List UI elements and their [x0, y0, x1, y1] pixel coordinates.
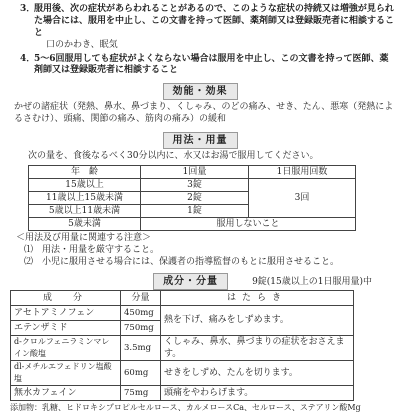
ingredient-cell: dl-メチルエフェドリン塩酸塩 [11, 360, 121, 385]
dosage-heading: 用法・用量 [163, 132, 238, 149]
composition-header [6, 273, 394, 290]
ingredient-cell: エテンザミド [11, 320, 121, 335]
ingredient-cell: 無水カフェイン [11, 385, 121, 400]
warning-item-4 [6, 54, 394, 78]
dosage-note: ⑵ 小児に服用させる場合には、保護者の指導監督のもとに服用させること。 [6, 257, 394, 269]
quantity-cell: 75mg [121, 385, 161, 400]
table-header-row [11, 290, 354, 305]
table-row [11, 335, 354, 360]
warning-text: 服用後、次の症状があらわれることがあるので、このような症状の持続又は増強が見られた場合には、服用を中止し、この文書を持って医師、薬剤師又は登録販売者に相談すること [34, 4, 394, 40]
ingredient-header: 成 分 [11, 290, 121, 305]
warning-symptoms: 口のかわき、眠気 [6, 40, 394, 52]
action-cell: くしゃみ、鼻水、鼻づまりの症状をおさえます。 [161, 335, 354, 360]
quantity-cell: 60mg [121, 360, 161, 385]
table-row [11, 385, 354, 400]
action-cell: せきをしずめ、たんを切ります。 [161, 360, 354, 385]
age-cell: 11歳以上15歳未満 [29, 191, 141, 204]
warning-item-3 [6, 4, 394, 40]
warning-number: 3． [20, 4, 34, 40]
composition-heading: 成分・分量 [153, 273, 228, 290]
do-not-take-cell: 服用しないこと [141, 217, 356, 230]
times-header: 1日服用回数 [249, 165, 356, 178]
composition-table [10, 290, 354, 401]
dosage-intro: 次の量を、食後なるべく30分以内に、水又はお湯で服用してください。 [6, 151, 394, 163]
table-header-row [29, 165, 356, 178]
amount-cell: 3錠 [141, 178, 249, 191]
age-header: 年 齢 [29, 165, 141, 178]
dosage-notes-title: ＜用法及び用量に関連する注意＞ [6, 233, 394, 245]
composition-subtitle: 9錠(15歳以上の1日服用量)中 [252, 277, 372, 290]
amount-header: 1回量 [141, 165, 249, 178]
age-cell: 15歳以上 [29, 178, 141, 191]
quantity-cell: 750mg [121, 320, 161, 335]
ingredient-cell: アセトアミノフェン [11, 305, 121, 320]
table-row [11, 305, 354, 320]
table-row [11, 360, 354, 385]
times-cell: 3回 [249, 178, 356, 217]
amount-cell: 2錠 [141, 191, 249, 204]
warning-text: 5～6回服用しても症状がよくならない場合は服用を中止し、この文書を持って医師、薬剤師又は登録販売者に相談すること [34, 54, 394, 78]
additives-text: 添加物：乳糖、ヒドロキシプロピルセルロース、カルメロースCa、セルロース、ステアリン酸Mg [6, 403, 394, 413]
table-row [29, 217, 356, 230]
action-cell: 熱を下げ、痛みをしずめます。 [161, 305, 354, 335]
efficacy-heading: 効能・効果 [163, 83, 238, 100]
table-row [29, 178, 356, 191]
efficacy-text: かぜの諸症状（発熱、鼻水、鼻づまり、くしゃみ、のどの痛み、せき、たん、悪寒（発熱によるさむけ）、頭痛、関節の痛み、筋肉の痛み）の緩和 [6, 102, 394, 126]
warning-number: 4． [20, 54, 34, 78]
dosage-note: ⑴ 用法・用量を厳守すること。 [6, 245, 394, 257]
quantity-cell: 3.5mg [121, 335, 161, 360]
action-cell: 頭痛をやわらげます。 [161, 385, 354, 400]
amount-cell: 1錠 [141, 204, 249, 217]
age-cell: 5歳以上11歳未満 [29, 204, 141, 217]
quantity-header: 分量 [121, 290, 161, 305]
package-insert-page [0, 4, 400, 404]
dosage-table [28, 165, 356, 231]
age-cell: 5歳未満 [29, 217, 141, 230]
ingredient-cell: d-クロルフェニラミンマレイン酸塩 [11, 335, 121, 360]
quantity-cell: 450mg [121, 305, 161, 320]
action-header: はたらき [161, 290, 354, 305]
